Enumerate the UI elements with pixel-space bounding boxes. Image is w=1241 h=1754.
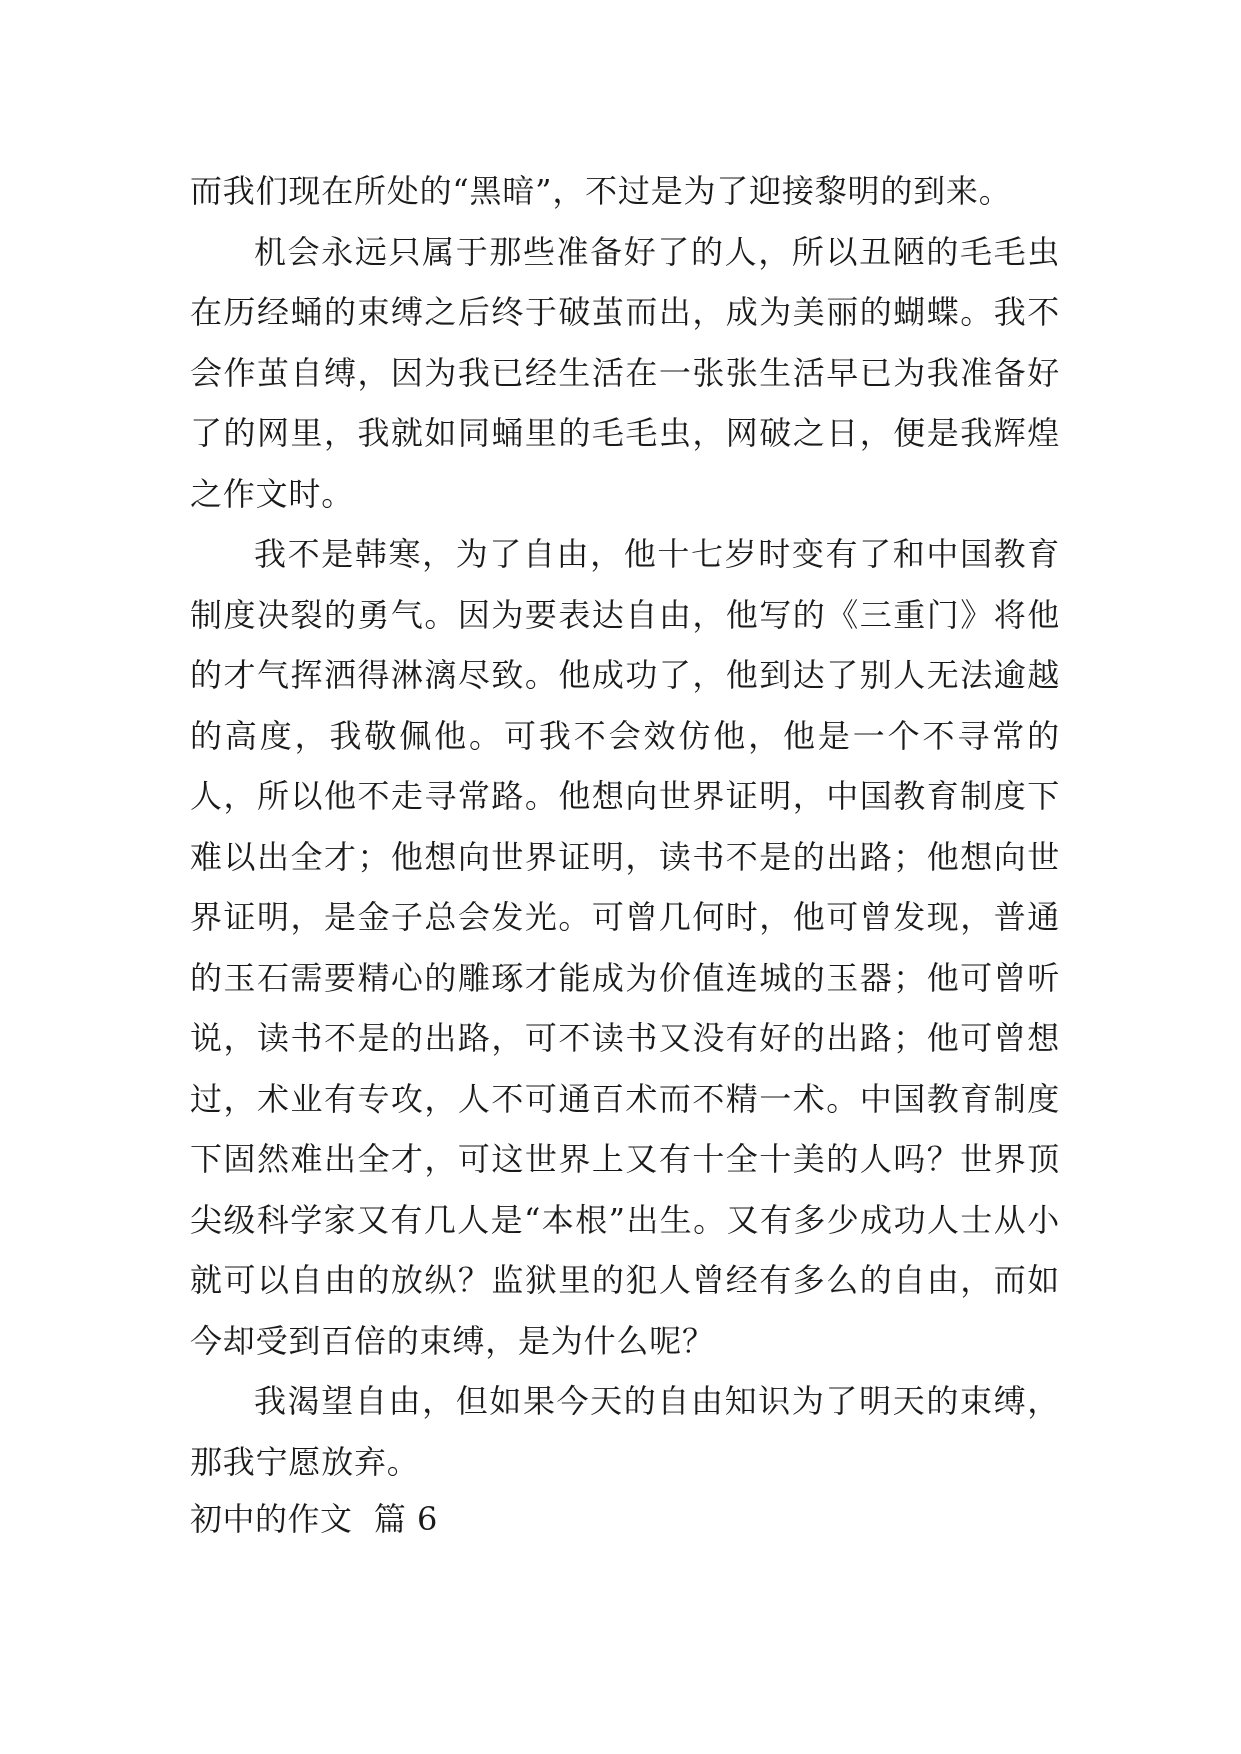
paragraph-3: 我不是韩寒，为了自由，他十七岁时变有了和中国教育制度决裂的勇气。因为要表达自由，他写的《三重门》将他的才气挥洒得淋漓尽致。他成功了，他到达了别人无法逾越的高度，我敬佩他。可我不会效仿他，他是一个不寻常的人，所以他不走寻常路。他想向世界证明，中国教育制度下难以出全才；他想向世界证明，读书不是的出路；他想向世界证明，是金子总会发光。可曾几何时，他可曾发现，普通的玉石需要精心的雕琢才能成为价值连城的玉器；他可曾听说，读书不是的出路，可不读书又没有好的出路；他可曾想过，术业有专攻，人不可通百术而不精一术。中国教育制度下固然难出全才，可这世界上又有十全十美的人吗？世界顶尖级科学家又有几人是“本根”出生。又有多少成功人士从小就可以自由的放纵？监狱里的犯人曾经有多么的自由，而如今却受到百倍的束缚，是为什么呢？ xyxy=(190,535,1060,1360)
paragraph-4: 我渴望自由，但如果今天的自由知识为了明天的束缚，那我宁愿放弃。 xyxy=(190,1382,1060,1481)
body-text xyxy=(190,161,1060,1492)
paragraph-2: 机会永远只属于那些准备好了的人，所以丑陋的毛毛虫在历经蛹的束缚之后终于破茧而出，成为美丽的蝴蝶。我不会作茧自缚，因为我已经生活在一张张生活早已为我准备好了的网里，我就如同蛹里的毛毛虫，网破之日，便是我辉煌之作文时。 xyxy=(190,232,1060,513)
section-heading: 初中的作文 篇 6 xyxy=(190,1500,438,1538)
paragraph-1: 而我们现在所处的“黑暗”，不过是为了迎接黎明的到来。 xyxy=(190,172,1012,210)
